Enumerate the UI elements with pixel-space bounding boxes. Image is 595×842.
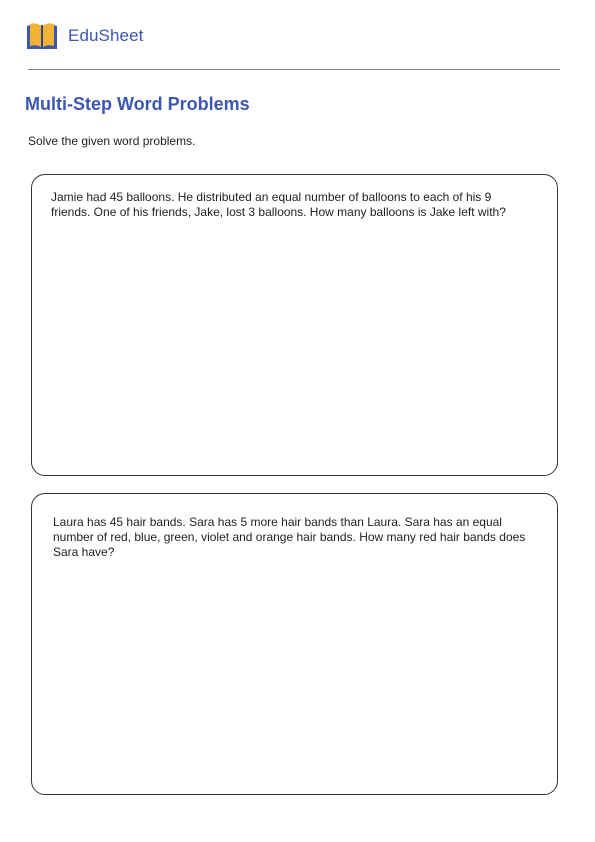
brand-name: EduSheet (68, 26, 144, 45)
problem-box-1 (31, 174, 558, 476)
header-divider (28, 69, 560, 70)
problem-text-1: Jamie had 45 balloons. He distributed an equal number of balloons to each of his 9 friends. One of his friends, Jake, lost 3 balloons. How many balloons is Jake left with? (51, 190, 506, 219)
problem-text-2: Laura has 45 hair bands. Sara has 5 more hair bands than Laura. Sara has an equal number of red, blue, green, violet and orange hair bands. How many red hair bands does Sara have? (53, 515, 526, 559)
problem-box-2 (31, 493, 558, 795)
page-title: Multi-Step Word Problems (25, 94, 250, 114)
header (26, 20, 143, 52)
open-book-icon (26, 21, 58, 51)
instructions: Solve the given word problems. (28, 134, 196, 148)
